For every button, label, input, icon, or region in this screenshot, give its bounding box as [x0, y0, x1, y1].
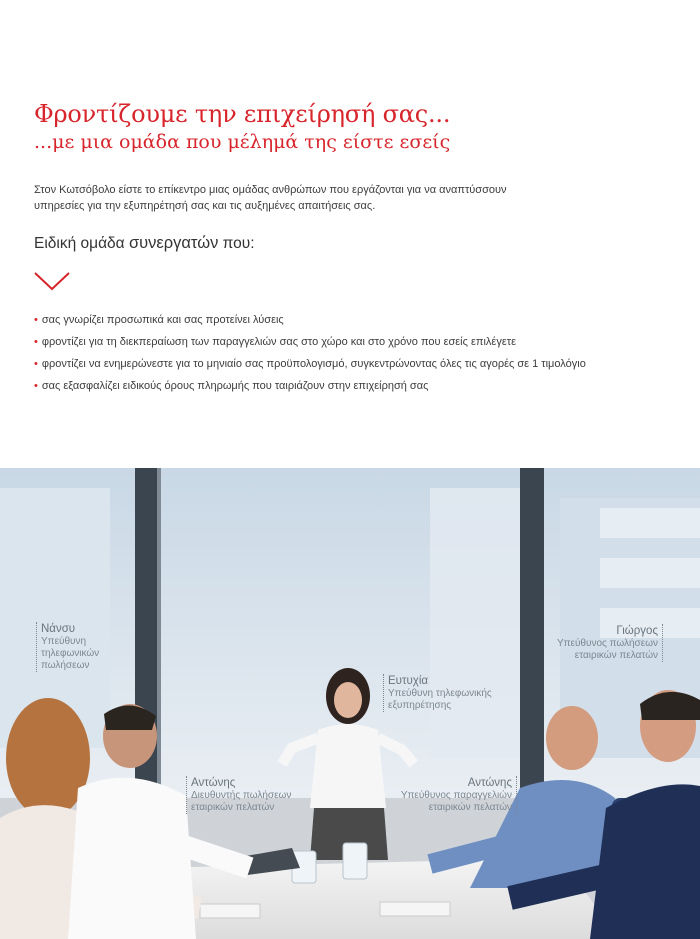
page-subtitle: ...με μια ομάδα που μέλημά της είστε εσείς: [34, 131, 451, 153]
person-name: Γιώργος: [616, 625, 658, 637]
list-item: • σας εξασφαλίζει ειδικούς όρους πληρωμής που ταιριάζουν στην επιχείρησή σας: [34, 380, 429, 392]
person-role-line: πωλήσεων: [41, 660, 90, 671]
person-label-nancy: [36, 622, 99, 672]
team-heading: [34, 233, 255, 254]
person-label-antonis-orders: [401, 776, 517, 814]
person-label-giorgos: [557, 624, 663, 662]
list-item: • φροντίζει για τη διεκπεραίωση των παραγγελιών σας στο χώρο και στο χρόνο που εσείς επιλέγετε: [34, 336, 516, 348]
team-heading-suffix: που:: [218, 235, 255, 252]
person-role-line: εξυπηρέτησης: [388, 700, 452, 711]
person-name: Ευτυχία: [388, 675, 429, 687]
intro-line: Στον Κωτσόβολο είστε το επίκεντρο μιας ομάδας ανθρώπων που εργάζονται για να αναπτύσσουν: [34, 184, 507, 196]
list-item-text: σας εξασφαλίζει ειδικούς όρους πληρωμής που ταιριάζουν στην επιχείρησή σας: [41, 380, 429, 392]
person-role-line: Υπεύθυνη: [41, 636, 87, 647]
list-item-text: φροντίζει για τη διεκπεραίωση των παραγγελιών σας στο χώρο και στο χρόνο που εσείς επιλέγετε: [41, 336, 516, 348]
list-item-text: σας γνωρίζει προσωπικά και σας προτείνει λύσεις: [41, 314, 284, 326]
list-item-text: φροντίζει να ενημερώνεστε για το μηνιαίο σας προϋπολογισμό, συγκεντρώνοντας όλες τις αγορές σε 1 τιμολόγιο: [41, 358, 586, 370]
person-label-antonis-director: [186, 776, 291, 814]
person-name: Νάνσυ: [41, 623, 76, 635]
benefits-list: [34, 309, 586, 397]
person-role-line: εταιρικών πελατών: [574, 650, 658, 661]
person-role-line: Υπεύθυνη τηλεφωνικής: [388, 688, 492, 699]
person-role-line: τηλεφωνικών: [41, 648, 100, 659]
person-name: Αντώνης: [191, 777, 236, 789]
person-role-line: εταιρικών πελατών: [428, 802, 512, 813]
page-title: Φροντίζουμε την επιχείρησή σας...: [34, 100, 451, 128]
team-heading-prefix: Ειδική ομάδα: [34, 235, 129, 252]
person-name: Αντώνης: [467, 777, 512, 789]
intro-line: υπηρεσίες για την εξυπηρέτησή σας και τις αυξημένες απαιτήσεις σας.: [34, 200, 376, 212]
team-photo: [0, 468, 700, 939]
list-item: • φροντίζει να ενημερώνεστε για το μηνιαίο σας προϋπολογισμό, συγκεντρώνοντας όλες τις αγορές σε 1 τιμολόγιο: [34, 358, 586, 370]
list-item: • σας γνωρίζει προσωπικά και σας προτείνει λύσεις: [34, 314, 284, 326]
person-label-eftychia: [383, 674, 492, 712]
team-heading-emphasis: συνεργατών: [128, 234, 219, 252]
meeting-illustration: [0, 468, 700, 939]
person-role-line: Υπεύθυνος πωλήσεων: [556, 638, 658, 649]
person-role-line: εταιρικών πελατών: [191, 802, 275, 813]
chevron-down-icon: [33, 270, 71, 292]
person-role-line: Υπεύθυνος παραγγελιών: [400, 790, 512, 801]
person-role-line: Διευθυντής πωλήσεων: [191, 790, 292, 801]
intro-paragraph: [34, 182, 594, 214]
